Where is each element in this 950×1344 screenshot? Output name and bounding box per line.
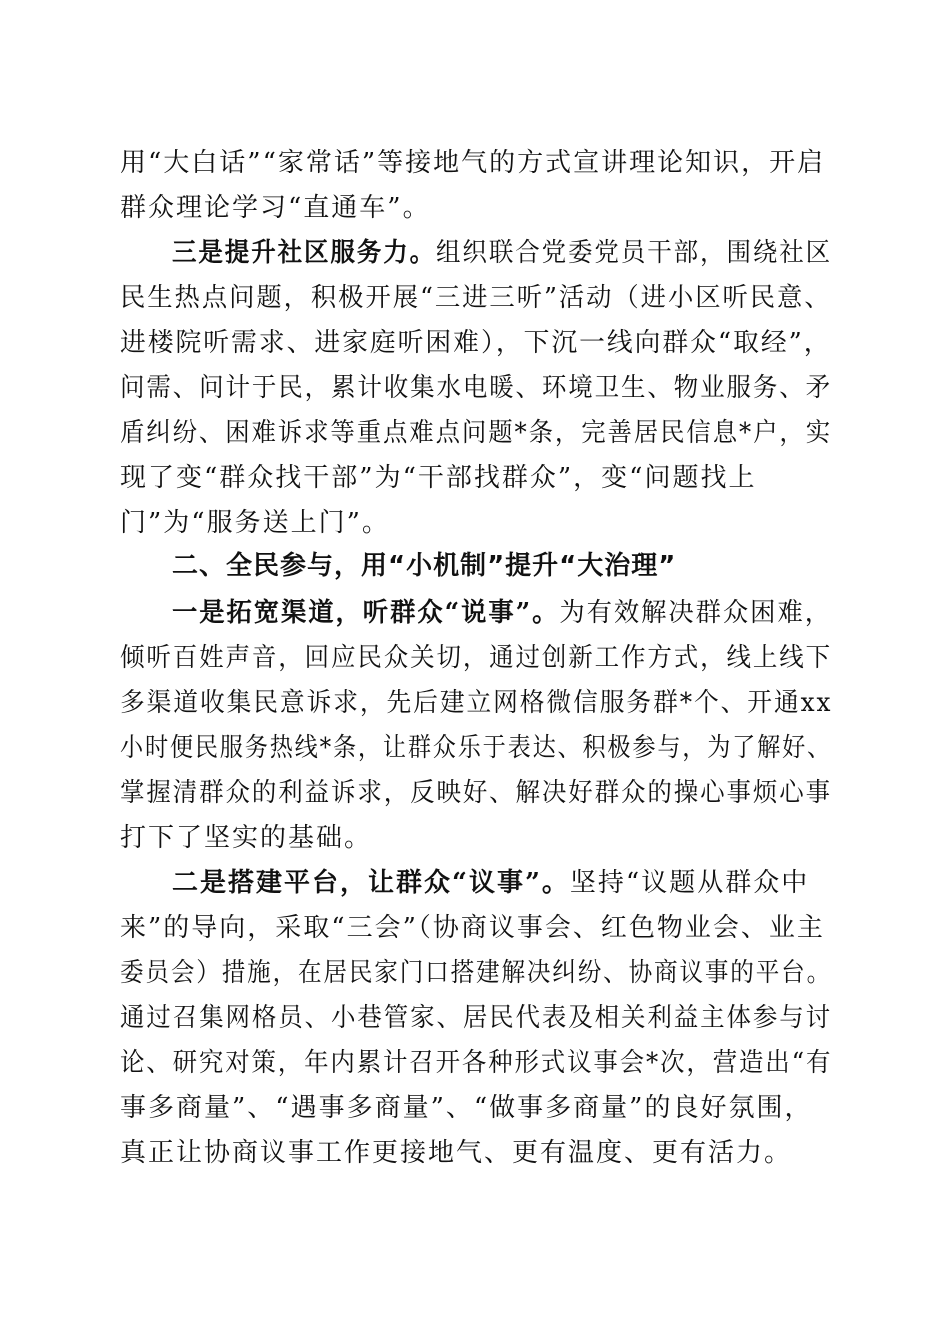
- paragraph-line: 事多商量”、“遇事多商量”、“做事多商量”的良好氛围，: [120, 1093, 813, 1123]
- paragraph-first-line: [172, 870, 809, 896]
- paragraph-first-line: [172, 600, 832, 626]
- paragraph-line: 倾听百姓声音，回应民众关切，通过创新工作方式，线上线下: [120, 643, 833, 673]
- paragraph-line: 群众理论学习“直通车”。: [120, 193, 431, 223]
- paragraph-text: 为有效解决群众困难，: [559, 598, 832, 628]
- paragraph-line: 现了变“群众找干部”为“干部找群众”，变“问题找上: [120, 463, 757, 493]
- paragraph-line: 多渠道收集民意诉求，先后建立网格微信服务群*个、开通xx: [120, 688, 833, 718]
- paragraph-line: 掌握清群众的利益诉求，反映好、解决好群众的操心事烦心事: [120, 778, 833, 808]
- paragraph-line: 论、研究对策，年内累计召开各种形式议事会*次，营造出“有: [120, 1048, 833, 1078]
- paragraph-line: 问需、问计于民，累计收集水电暖、环境卫生、物业服务、矛: [120, 373, 833, 403]
- section-heading: 二、全民参与，用“小机制”提升“大治理”: [172, 551, 677, 581]
- paragraph-line: 打下了坚实的基础。: [120, 823, 373, 853]
- paragraph-line: 真正让协商议事工作更接地气、更有温度、更有活力。: [120, 1138, 793, 1168]
- paragraph-text: 组织联合党委党员干部，围绕社区: [436, 238, 833, 268]
- paragraph-lead: 三是提升社区服务力。: [172, 238, 437, 268]
- paragraph-line: 小时便民服务热线*条，让群众乐于表达、积极参与，为了解好、: [120, 733, 833, 763]
- paragraph-line: 盾纠纷、困难诉求等重点难点问题*条，完善居民信息*户，实: [120, 418, 833, 448]
- paragraph-line: 民生热点问题，积极开展“三进三听”活动（进小区听民意、: [120, 283, 832, 313]
- paragraph-lead: 二是搭建平台，让群众“议事”。: [172, 868, 570, 898]
- paragraph-lead: 一是拓宽渠道，听群众“说事”。: [172, 598, 560, 628]
- paragraph-line: 来”的导向，采取“三会”（协商议事会、红色物业会、业主: [120, 913, 825, 943]
- paragraph-line: 进楼院听需求、进家庭听困难），下沉一线向群众“取经”，: [120, 328, 832, 358]
- paragraph-line: 用“大白话”“家常话”等接地气的方式宣讲理论知识，开启: [120, 148, 826, 178]
- paragraph-line: 委员会）措施，在居民家门口搭建解决纠纷、协商议事的平台。: [120, 958, 833, 988]
- paragraph-first-line: [172, 240, 832, 266]
- paragraph-line: 通过召集网格员、小巷管家、居民代表及相关利益主体参与讨: [120, 1003, 833, 1033]
- paragraph-line: 门”为“服务送上门”。: [120, 508, 390, 538]
- paragraph-text: 坚持“议题从群众中: [569, 868, 810, 898]
